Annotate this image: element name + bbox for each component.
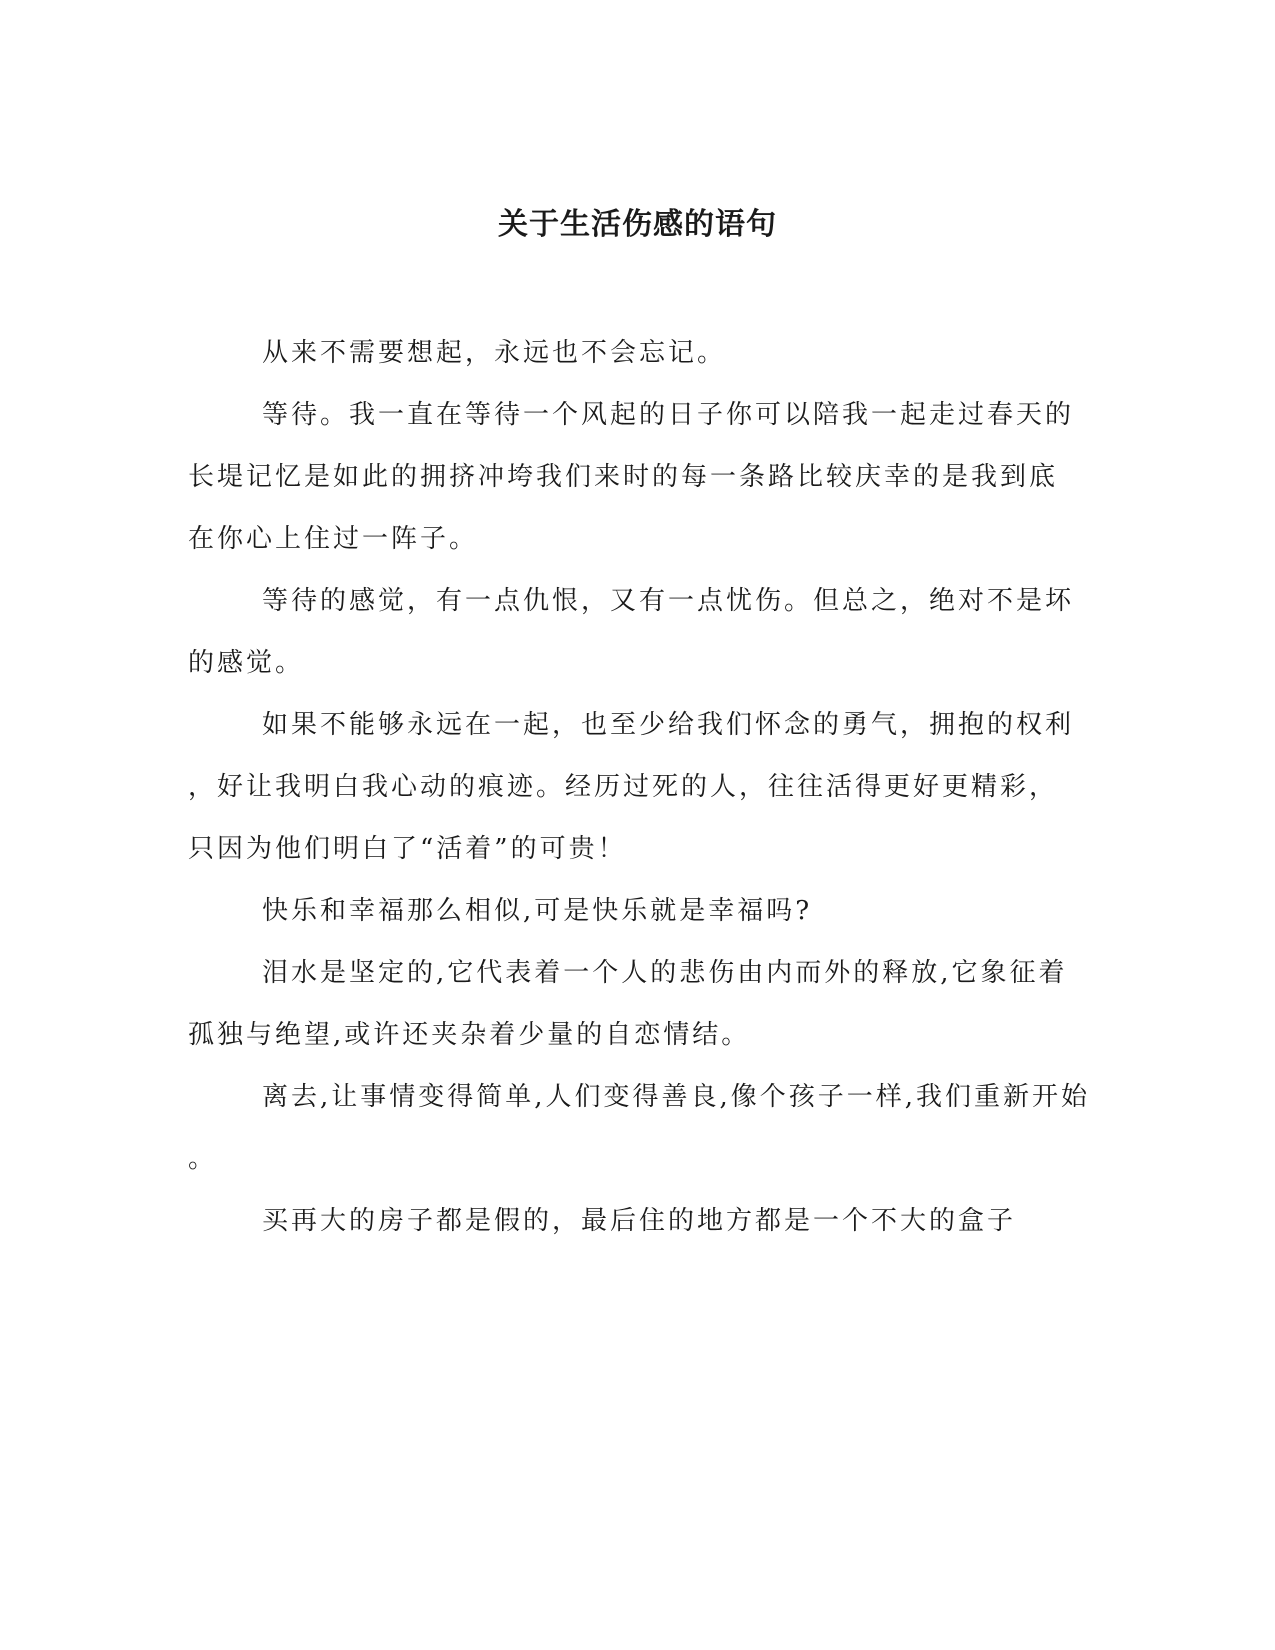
paragraph-line: 的感觉。 bbox=[188, 648, 305, 678]
paragraph-line: 买再大的房子都是假的，最后住的地方都是一个不大的盒子 bbox=[262, 1206, 1017, 1236]
paragraph-line: 等待。我一直在等待一个风起的日子你可以陪我一起走过春天的 bbox=[262, 400, 1075, 430]
paragraph-line: 从来不需要想起，永远也不会忘记。 bbox=[262, 338, 727, 368]
paragraph bbox=[188, 384, 1078, 570]
paragraph-line: 。 bbox=[188, 1144, 218, 1174]
paragraph-line: 只因为他们明白了“活着”的可贵！ bbox=[188, 834, 627, 864]
paragraph bbox=[188, 694, 1078, 880]
paragraph bbox=[188, 942, 1078, 1066]
paragraph-line: 在你心上住过一阵子。 bbox=[188, 524, 479, 554]
paragraph bbox=[188, 570, 1078, 694]
paragraph-line: 泪水是坚定的,它代表着一个人的悲伤由内而外的释放,它象征着 bbox=[262, 958, 1068, 988]
paragraph-line: ，好让我明白我心动的痕迹。经历过死的人，往往活得更好更精彩， bbox=[188, 772, 1059, 802]
paragraph-line: 快乐和幸福那么相似,可是快乐就是幸福吗? bbox=[262, 896, 813, 926]
document-title: 关于生活伤感的语句 bbox=[498, 207, 777, 242]
paragraph bbox=[188, 880, 1078, 942]
paragraph-line: 等待的感觉，有一点仇恨，又有一点忧伤。但总之，绝对不是坏 bbox=[262, 586, 1075, 616]
paragraph bbox=[188, 1066, 1091, 1190]
document-body bbox=[188, 322, 1091, 1252]
paragraph-line: 长堤记忆是如此的拥挤冲垮我们来时的每一条路比较庆幸的是我到底 bbox=[188, 462, 1059, 492]
paragraph bbox=[188, 1190, 1078, 1252]
paragraph-line: 孤独与绝望,或许还夹杂着少量的自恋情结。 bbox=[188, 1020, 751, 1050]
paragraph-line: 离去,让事情变得简单,人们变得善良,像个孩子一样,我们重新开始 bbox=[262, 1082, 1091, 1112]
paragraph-line: 如果不能够永远在一起，也至少给我们怀念的勇气，拥抱的权利 bbox=[262, 710, 1075, 740]
paragraph bbox=[188, 322, 1078, 384]
